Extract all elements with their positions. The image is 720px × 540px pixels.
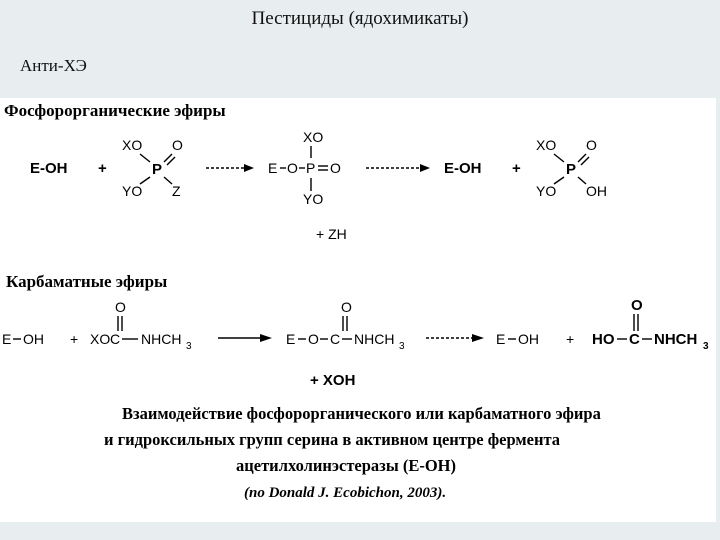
op-reagent-xo: XO xyxy=(122,137,143,153)
carbamate-title: Карбаматные эфиры xyxy=(6,272,168,291)
cb-int-o: O xyxy=(308,331,319,347)
cb-int-carbonyl-o: O xyxy=(341,299,352,315)
cb-prod-e: E xyxy=(496,331,506,347)
op-product-enzyme: E-OH xyxy=(444,160,482,177)
cb-prod-o: O xyxy=(631,297,643,314)
slide-subtitle: Анти-ХЭ xyxy=(20,56,87,75)
cb-int-sub3: 3 xyxy=(399,341,405,352)
op-enzyme: E-OH xyxy=(30,160,68,177)
op-byproduct: + ZH xyxy=(316,226,347,242)
slide-title: Пестициды (ядохимикаты) xyxy=(251,8,469,29)
op-int-o1: O xyxy=(287,160,298,176)
op-int-p: P xyxy=(306,160,316,176)
cb-e: E xyxy=(2,331,12,347)
cb-reagent-o: O xyxy=(115,299,126,315)
citation: (по Donald J. Ecobichon, 2003). xyxy=(244,485,447,501)
cb-reagent-xo: XO xyxy=(90,331,111,347)
cb-plus-1: + xyxy=(70,331,79,347)
caption-line-1: Взаимодействие фосфорорганического или карбаматного эфира xyxy=(122,404,601,423)
arrow-head-1 xyxy=(244,164,254,172)
op-reagent-o: O xyxy=(172,137,183,153)
op-prod-xo: XO xyxy=(536,137,557,153)
arrow-head-2 xyxy=(420,164,430,172)
cb-prod-oh: OH xyxy=(518,331,539,347)
op-reagent-yo: YO xyxy=(122,183,143,199)
cb-byproduct: + XOH xyxy=(310,372,356,389)
bond xyxy=(164,177,172,184)
bond xyxy=(140,177,150,184)
cb-int-c: C xyxy=(330,331,341,347)
cb-prod-nhch: NHCH xyxy=(654,331,698,348)
bond xyxy=(554,177,564,184)
caption-line-3: ацетилхолинэстеразы (E-OH) xyxy=(236,456,456,475)
bond xyxy=(578,177,586,184)
op-int-e: E xyxy=(268,160,278,176)
caption-line-2: и гидроксильных групп серина в активном центре фермента xyxy=(104,430,561,449)
cb-reagent-nhch: NHCH xyxy=(141,331,182,347)
op-plus-2: + xyxy=(512,160,521,177)
op-prod-yo: YO xyxy=(536,183,557,199)
cb-prod-c: C xyxy=(629,331,640,348)
arrow-head-3 xyxy=(260,334,272,342)
arrow-head-4 xyxy=(472,334,484,342)
op-plus-1: + xyxy=(98,160,107,177)
cb-int-e: E xyxy=(286,331,296,347)
organophosphate-title: Фосфорорганические эфиры xyxy=(4,101,226,120)
cb-prod-ho: HO xyxy=(592,331,615,348)
op-int-xo: XO xyxy=(303,129,324,145)
op-prod-o: O xyxy=(586,137,597,153)
reaction-scheme xyxy=(0,98,716,522)
cb-int-nhch: NHCH xyxy=(354,331,395,347)
reaction-scheme-panel xyxy=(0,98,716,522)
cb-oh: OH xyxy=(23,331,44,347)
cb-reagent-sub3: 3 xyxy=(186,341,192,352)
cb-prod-sub3: 3 xyxy=(703,341,709,352)
op-int-o2: O xyxy=(330,160,341,176)
op-int-yo: YO xyxy=(303,191,324,207)
cb-reagent-c: C xyxy=(110,331,121,347)
op-prod-p: P xyxy=(566,161,577,178)
op-reagent-p: P xyxy=(152,161,163,178)
op-prod-oh: OH xyxy=(586,183,607,199)
op-reagent-z: Z xyxy=(172,183,181,199)
cb-plus-2: + xyxy=(566,331,575,347)
bond xyxy=(554,154,564,162)
bond xyxy=(140,154,150,162)
